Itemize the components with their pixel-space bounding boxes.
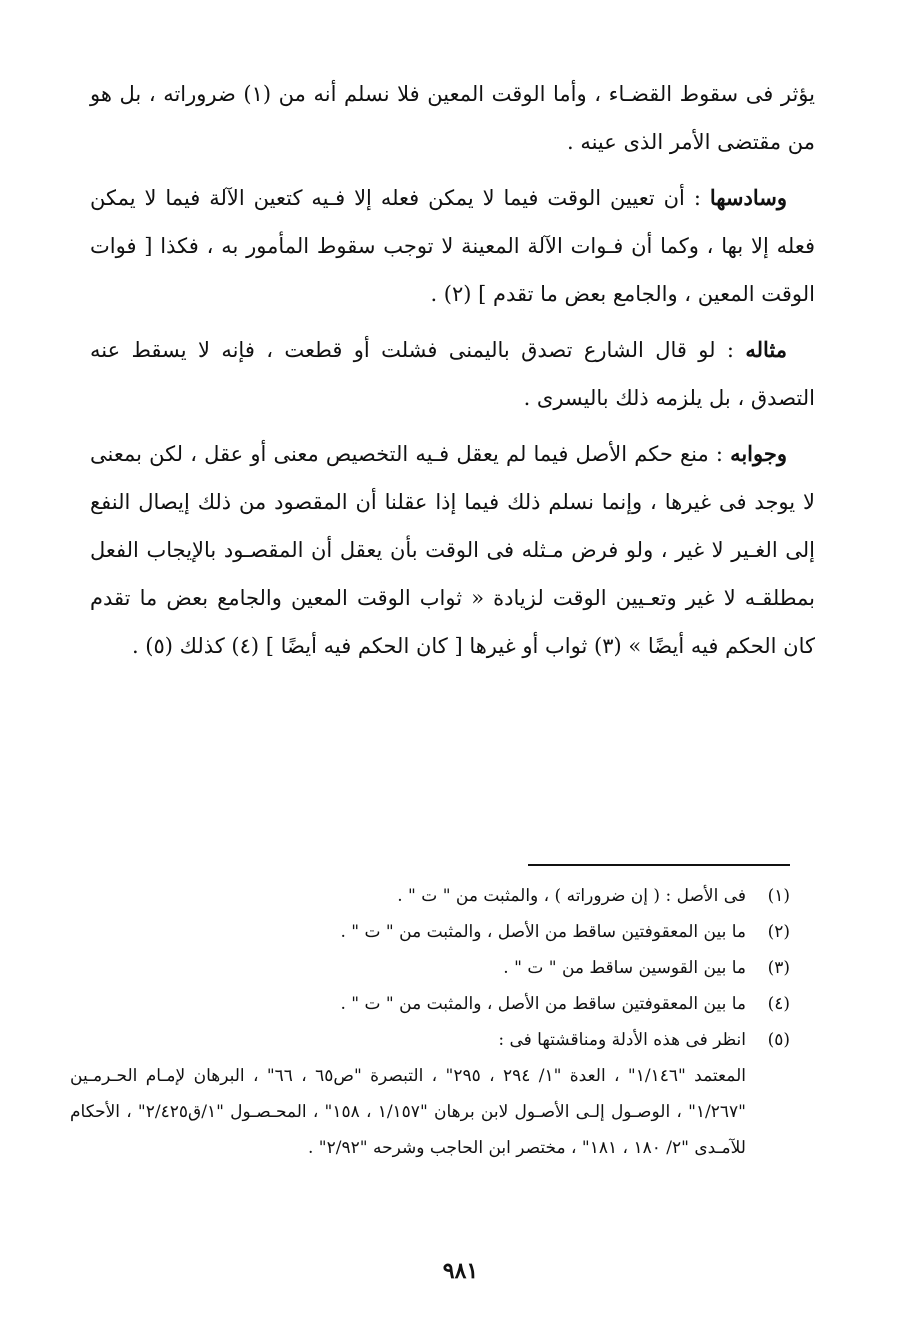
footnote-number: (١) (767, 886, 790, 906)
footnote-text: فى الأصل : ( إن ضروراته ) ، والمثبت من " ت " . (397, 886, 746, 906)
footnote-1 (70, 878, 790, 914)
paragraph-4-lead: وجوابه (730, 441, 787, 466)
footnotes (70, 878, 790, 1166)
footnote-4 (70, 986, 790, 1022)
footnote-5-references: المعتمد "١/١٤٦" ، العدة "١/ ٢٩٤ ، ٢٩٥" ، التبصرة "ص٦٥ ، ٦٦" ، البرهان لإمـام الحـرمـين "١/٢٦٧" ، الوصـول إلـى الأصـول لابن برهان "١/١٥٧ ، ١٥٨" ، المحـصـول "١/ق٢/٤٢٥" ، الأحكام للآمـدى "٢/ ١٨٠ ، ١٨١" ، مختصر ابن الحاجب وشرحه "٢/٩٢" . (70, 1066, 746, 1158)
footnote-divider (528, 864, 790, 866)
footnote-text: ما بين المعقوفتين ساقط من الأصل ، والمثبت من " ت " . (340, 922, 746, 942)
footnote-number: (٣) (767, 958, 790, 978)
paragraph-1 (90, 70, 815, 166)
main-text (90, 70, 815, 678)
footnote-text: ما بين القوسين ساقط من " ت " . (503, 958, 746, 978)
footnote-3 (70, 950, 790, 986)
paragraph-2-text: : أن تعيين الوقت فيما لا يمكن فعله إلا فـيه كتعين الآلة فيما لا يمكن فعله إلا بها ، وكما أن فـوات الآلة المعينة لا توجب سقوط المأمور به ، فكذا [ فوات الوقت المعين ، والجامع بعض ما تقدم ] (٢) . (90, 186, 815, 306)
paragraph-1-text: يؤثر فى سقوط القضـاء ، وأما الوقت المعين فلا نسلم أنه من (١) ضروراته ، بل هو من مقتضى الأمر الذى عينه . (90, 82, 815, 154)
footnote-number: (٢) (767, 922, 790, 942)
footnote-2 (70, 914, 790, 950)
footnote-5 (70, 1022, 790, 1058)
paragraph-3-text: : لو قال الشارع تصدق باليمنى فشلت أو قطعت ، فإنه لا يسقط عنه التصدق ، بل يلزمه ذلك باليسرى . (90, 338, 815, 410)
paragraph-2 (90, 174, 815, 318)
paragraph-3 (90, 326, 815, 422)
footnote-text: انظر فى هذه الأدلة ومناقشتها فى : (498, 1030, 746, 1050)
paragraph-3-lead: مثاله (745, 337, 787, 362)
page-number: ٩٨١ (442, 1258, 479, 1284)
paragraph-4 (90, 430, 815, 670)
footnote-text: ما بين المعقوفتين ساقط من الأصل ، والمثبت من " ت " . (340, 994, 746, 1014)
paragraph-2-lead: وسادسها (709, 185, 787, 210)
paragraph-4-text: : منع حكم الأصل فيما لم يعقل فـيه التخصيص معنى أو عقل ، لكن بمعنى لا يوجد فى غيرها ، وإنما نسلم ذلك فيما إذا عقلنا أن المقصود من ذلك إيصال النفع إلى الغـير لا غير ، ولو فرض مـثله فى الوقت بأن يعقل أن المقصـود بالإيجاب الفعل بمطلقـه لا غير وتعـيين الوقت لزيادة « ثواب الوقت المعين والجامع بعض ما تقدم كان الحكم فيه أيضًا » (٣) ثواب أو غيرها [ كان الحكم فيه أيضًا ] (٤) كذلك (٥) . (90, 442, 815, 658)
footnote-number: (٥) (767, 1030, 790, 1050)
footnote-number: (٤) (767, 994, 790, 1014)
